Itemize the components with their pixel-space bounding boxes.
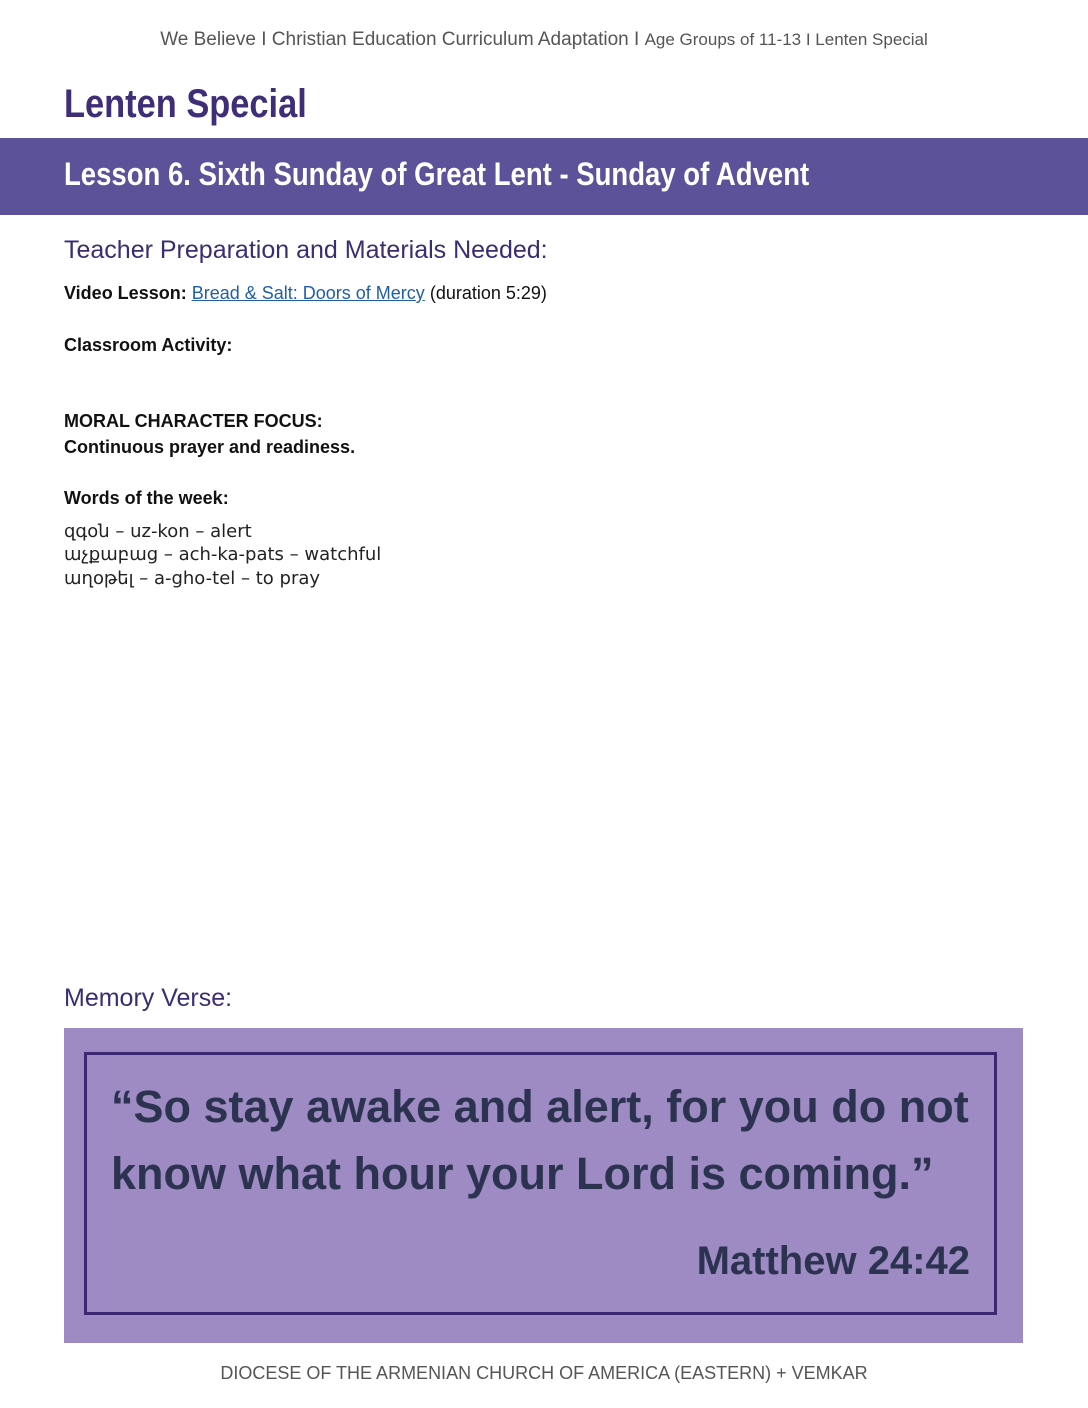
memory-verse-quote — [111, 1073, 981, 1207]
video-lesson-label: Video Lesson: — [64, 283, 187, 303]
lesson-banner — [0, 138, 1088, 215]
verse-quote-line: know what hour your Lord is coming.” — [111, 1148, 934, 1199]
page-title: Lenten Special — [64, 82, 307, 126]
word-item: աչքաբաց – ach-ka-pats – watchful — [64, 544, 382, 565]
lesson-title: Lesson 6. Sixth Sunday of Great Lent - Sunday of Advent — [64, 156, 810, 192]
word-item: զգօն – uz-kon – alert — [64, 521, 252, 542]
video-lesson-line — [64, 283, 547, 304]
memory-verse-heading: Memory Verse: — [64, 984, 233, 1012]
video-duration: (duration 5:29) — [429, 283, 547, 303]
running-head-main: We Believe I Christian Education Curriculum Adaptation I — [160, 29, 645, 50]
running-head — [0, 29, 1088, 51]
verse-quote-line: “So stay awake and alert, for you do not — [111, 1081, 969, 1132]
word-item: աղօթել – a-gho-tel – to pray — [64, 568, 321, 589]
video-lesson-link[interactable]: Bread & Salt: Doors of Mercy — [191, 283, 425, 303]
memory-verse-reference: Matthew 24:42 — [696, 1239, 970, 1283]
preparation-heading: Teacher Preparation and Materials Needed: — [64, 236, 548, 264]
words-of-week-label: Words of the week: — [64, 488, 229, 508]
memory-verse-box — [64, 1028, 1023, 1343]
classroom-activity-label: Classroom Activity: — [64, 335, 233, 355]
moral-focus-text: Continuous prayer and readiness. — [64, 437, 356, 457]
running-head-small: Age Groups of 11-13 I Lenten Special — [644, 30, 928, 49]
moral-focus-label: MORAL CHARACTER FOCUS: — [64, 411, 323, 431]
memory-verse-frame — [84, 1052, 997, 1315]
page-footer: DIOCESE OF THE ARMENIAN CHURCH OF AMERICA (EASTERN) + VEMKAR — [220, 1363, 868, 1383]
